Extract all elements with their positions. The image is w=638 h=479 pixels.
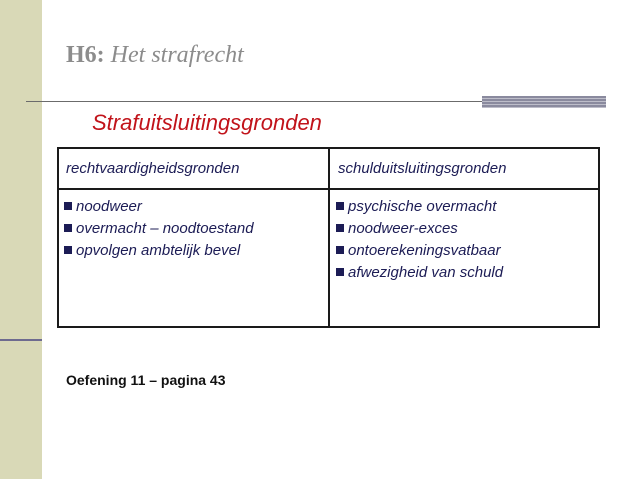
title-rule-block bbox=[482, 96, 606, 108]
list-item: afwezigheid van schuld bbox=[336, 262, 503, 284]
title-main: Het strafrecht bbox=[110, 42, 244, 68]
list-item: ontoerekeningsvatbaar bbox=[336, 240, 503, 262]
square-bullet-icon bbox=[336, 268, 344, 276]
table-header-excuse: schulduitsluitingsgronden bbox=[338, 160, 507, 177]
title-rule bbox=[26, 101, 482, 102]
grounds-table bbox=[57, 147, 600, 328]
table-header-divider bbox=[59, 188, 598, 190]
exercise-note: Oefening 11 – pagina 43 bbox=[66, 372, 226, 388]
square-bullet-icon bbox=[336, 202, 344, 210]
slide-title bbox=[66, 42, 244, 69]
list-item: psychische overmacht bbox=[336, 196, 503, 218]
square-bullet-icon bbox=[336, 246, 344, 254]
list-item: overmacht – noodtoestand bbox=[64, 218, 254, 240]
side-bar-accent-line bbox=[0, 339, 42, 341]
table-header-justification: rechtvaardigheidsgronden bbox=[66, 160, 240, 177]
square-bullet-icon bbox=[64, 224, 72, 232]
square-bullet-icon bbox=[64, 202, 72, 210]
list-item: noodweer-exces bbox=[336, 218, 503, 240]
square-bullet-icon bbox=[336, 224, 344, 232]
table-column-divider bbox=[328, 149, 330, 326]
title-prefix: H6: bbox=[66, 42, 105, 68]
excuse-list bbox=[336, 196, 503, 284]
side-bar-decoration bbox=[0, 0, 42, 479]
list-item: noodweer bbox=[64, 196, 254, 218]
slide-subtitle: Strafuitsluitingsgronden bbox=[92, 110, 322, 135]
list-item: opvolgen ambtelijk bevel bbox=[64, 240, 254, 262]
justification-list bbox=[64, 196, 254, 262]
square-bullet-icon bbox=[64, 246, 72, 254]
